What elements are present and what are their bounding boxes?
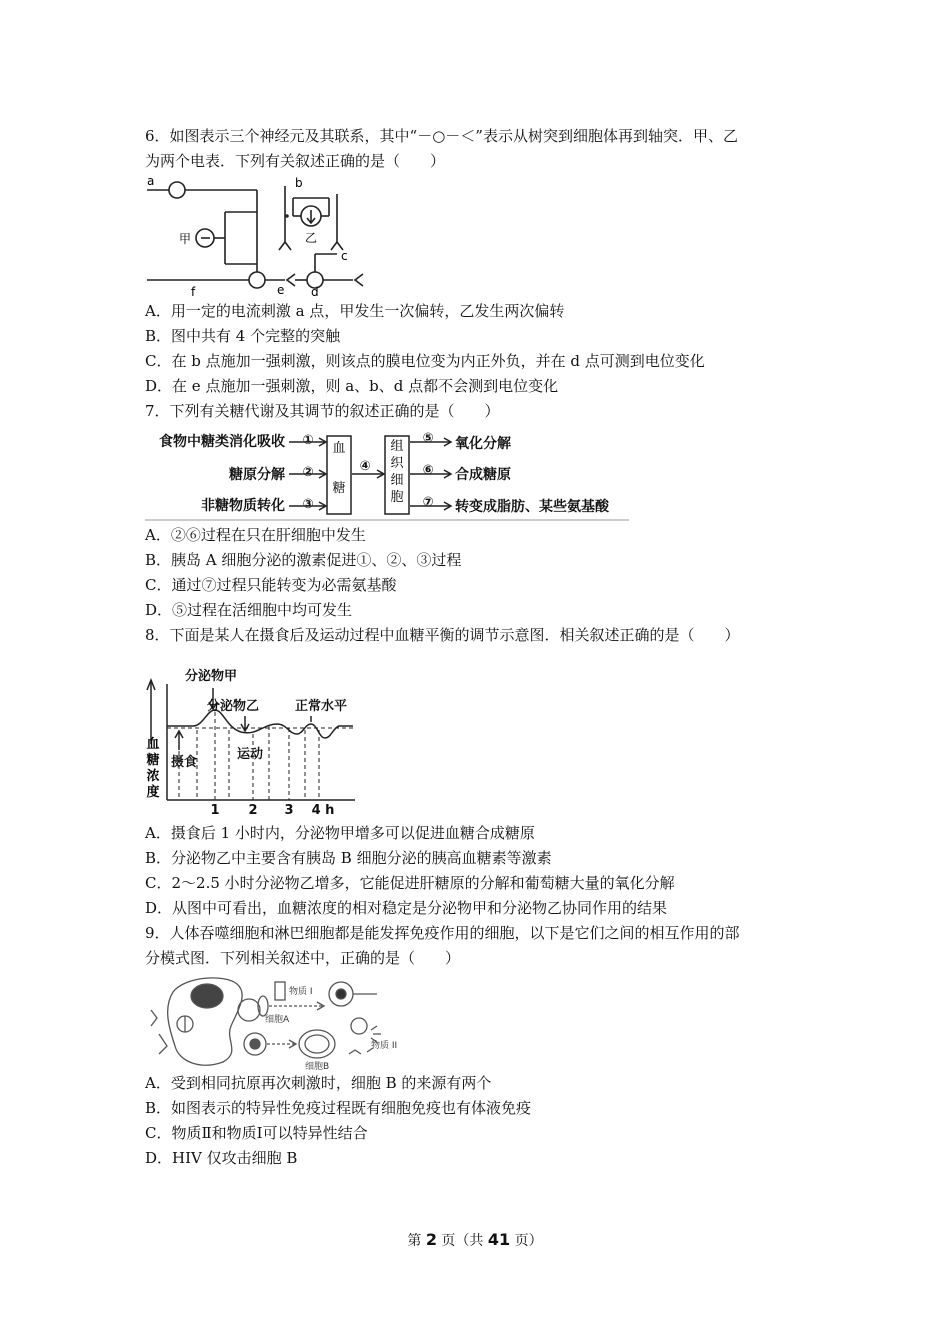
q8-tick-4: 4 h bbox=[311, 803, 335, 816]
q7-option-c: C．通过⑦过程只能转变为必需氨基酸 bbox=[145, 576, 397, 594]
q6-option-c: C．在 b 点施加一强刺激，则该点的膜电位变为内正外负，并在 d 点可测到电位变化 bbox=[145, 352, 705, 370]
q7-blood-sugar: 血糖 bbox=[332, 441, 346, 496]
q8-stem: 8．下面是某人在摄食后及运动过程中血糖平衡的调节示意图．相关叙述正确的是（ ） bbox=[145, 626, 740, 644]
q7-num-3: ③ bbox=[302, 497, 314, 512]
q7-glucose-figure bbox=[145, 428, 630, 522]
q8-label-secretion-jia: 分泌物甲 bbox=[185, 669, 238, 684]
q6-label-d: d bbox=[311, 285, 319, 298]
q6-stem-line1: 6．如图表示三个神经元及其联系，其中“－○－＜”表示从树突到细胞体再到轴突．甲、乙 bbox=[145, 127, 738, 145]
q6-label-yi: 乙 bbox=[305, 231, 318, 245]
q9-option-a: A．受到相同抗原再次刺激时，细胞 B 的来源有两个 bbox=[145, 1074, 492, 1092]
q9-option-b: B．如图表示的特异性免疫过程既有细胞免疫也有体液免疫 bbox=[145, 1099, 532, 1117]
q6-label-e: e bbox=[277, 283, 285, 297]
q9-immune-figure bbox=[145, 972, 407, 1070]
q8-label-secretion-yi: 分泌物乙 bbox=[207, 699, 260, 714]
q7-source-2: 糖原分解 bbox=[229, 467, 285, 483]
footer-total-pages: 41 bbox=[487, 1230, 511, 1249]
q8-option-a: A．摄食后 1 小时内，分泌物甲增多可以促进血糖合成糖原 bbox=[145, 824, 535, 842]
q8-option-b: B．分泌物乙中主要含有胰岛 B 细胞分泌的胰高血糖素等激素 bbox=[145, 849, 552, 867]
q6-neuron-figure bbox=[145, 176, 365, 298]
q7-num-1: ① bbox=[302, 433, 314, 448]
q7-outcome-3: 转变成脂肪、某些氨基酸 bbox=[455, 499, 609, 515]
q6-option-b: B．图中共有 4 个完整的突触 bbox=[145, 327, 341, 345]
q8-option-c: C．2～2.5 小时分泌物乙增多，它能促进肝糖原的分解和葡萄糖大量的氧化分解 bbox=[145, 874, 675, 892]
q7-option-a: A．②⑥过程在只在肝细胞中发生 bbox=[145, 526, 366, 544]
q7-num-5: ⑤ bbox=[422, 431, 434, 446]
q7-source-1: 食物中糖类消化吸收 bbox=[159, 434, 285, 450]
q9-stem-line1: 9．人体吞噬细胞和淋巴细胞都是能发挥免疫作用的细胞，以下是它们之间的相互作用的部 bbox=[145, 924, 740, 942]
q7-tissue-cell: 组织细胞 bbox=[390, 439, 404, 505]
footer-prefix: 第 bbox=[407, 1233, 426, 1249]
q7-num-4: ④ bbox=[359, 459, 371, 474]
q8-label-eating: 摄食 bbox=[171, 755, 198, 770]
q6-option-a: A．用一定的电流刺激 a 点，甲发生一次偏转，乙发生两次偏转 bbox=[145, 302, 565, 320]
q6-label-a: a bbox=[147, 176, 155, 188]
q7-num-6: ⑥ bbox=[422, 463, 434, 478]
q9-label-cell-b: 细胞B bbox=[305, 1062, 330, 1070]
q7-num-2: ② bbox=[302, 465, 314, 480]
q7-outcome-1: 氧化分解 bbox=[455, 436, 511, 452]
q6-option-d: D．在 e 点施加一强刺激，则 a、b、d 点都不会测到电位变化 bbox=[145, 377, 559, 395]
q9-label-substance-1: 物质 I bbox=[289, 987, 313, 997]
q9-option-d: D．HIV 仅攻击细胞 B bbox=[145, 1149, 298, 1167]
q8-tick-1: 1 bbox=[210, 803, 220, 816]
q8-ylabel: 血糖浓度 bbox=[146, 737, 160, 800]
q8-tick-2: 2 bbox=[248, 803, 258, 816]
q6-label-c: c bbox=[341, 249, 348, 263]
q6-label-f: f bbox=[191, 285, 196, 298]
q9-label-substance-2: 物质 II bbox=[371, 1041, 398, 1051]
page-footer bbox=[0, 1230, 950, 1250]
footer-middle: 页（共 bbox=[436, 1233, 488, 1249]
footer-suffix: 页） bbox=[510, 1233, 543, 1249]
q8-label-normal-level: 正常水平 bbox=[295, 699, 348, 714]
q6-stem-line2: 为两个电表．下列有关叙述正确的是（ ） bbox=[145, 152, 446, 170]
q7-stem: 7．下列有关糖代谢及其调节的叙述正确的是（ ） bbox=[145, 402, 500, 420]
q7-source-3: 非糖物质转化 bbox=[201, 498, 285, 514]
q8-label-exercise: 运动 bbox=[237, 747, 264, 762]
q9-stem-line2: 分模式图．下列相关叙述中，正确的是（ ） bbox=[145, 949, 461, 967]
q6-label-jia: 甲 bbox=[179, 232, 192, 246]
q9-option-c: C．物质Ⅱ和物质Ⅰ可以特异性结合 bbox=[145, 1124, 368, 1142]
q8-tick-3: 3 bbox=[284, 803, 294, 816]
q7-num-7: ⑦ bbox=[422, 495, 434, 510]
q9-label-cell-a: 细胞A bbox=[265, 1015, 290, 1025]
footer-page-number: 2 bbox=[425, 1230, 437, 1249]
q6-label-b: b bbox=[295, 176, 303, 190]
q7-option-b: B．胰岛 A 细胞分泌的激素促进①、②、③过程 bbox=[145, 551, 462, 569]
q8-blood-sugar-chart bbox=[145, 654, 360, 816]
q8-option-d: D．从图中可看出，血糖浓度的相对稳定是分泌物甲和分泌物乙协同作用的结果 bbox=[145, 899, 668, 917]
q7-option-d: D．⑤过程在活细胞中均可发生 bbox=[145, 601, 353, 619]
q7-outcome-2: 合成糖原 bbox=[455, 467, 511, 483]
